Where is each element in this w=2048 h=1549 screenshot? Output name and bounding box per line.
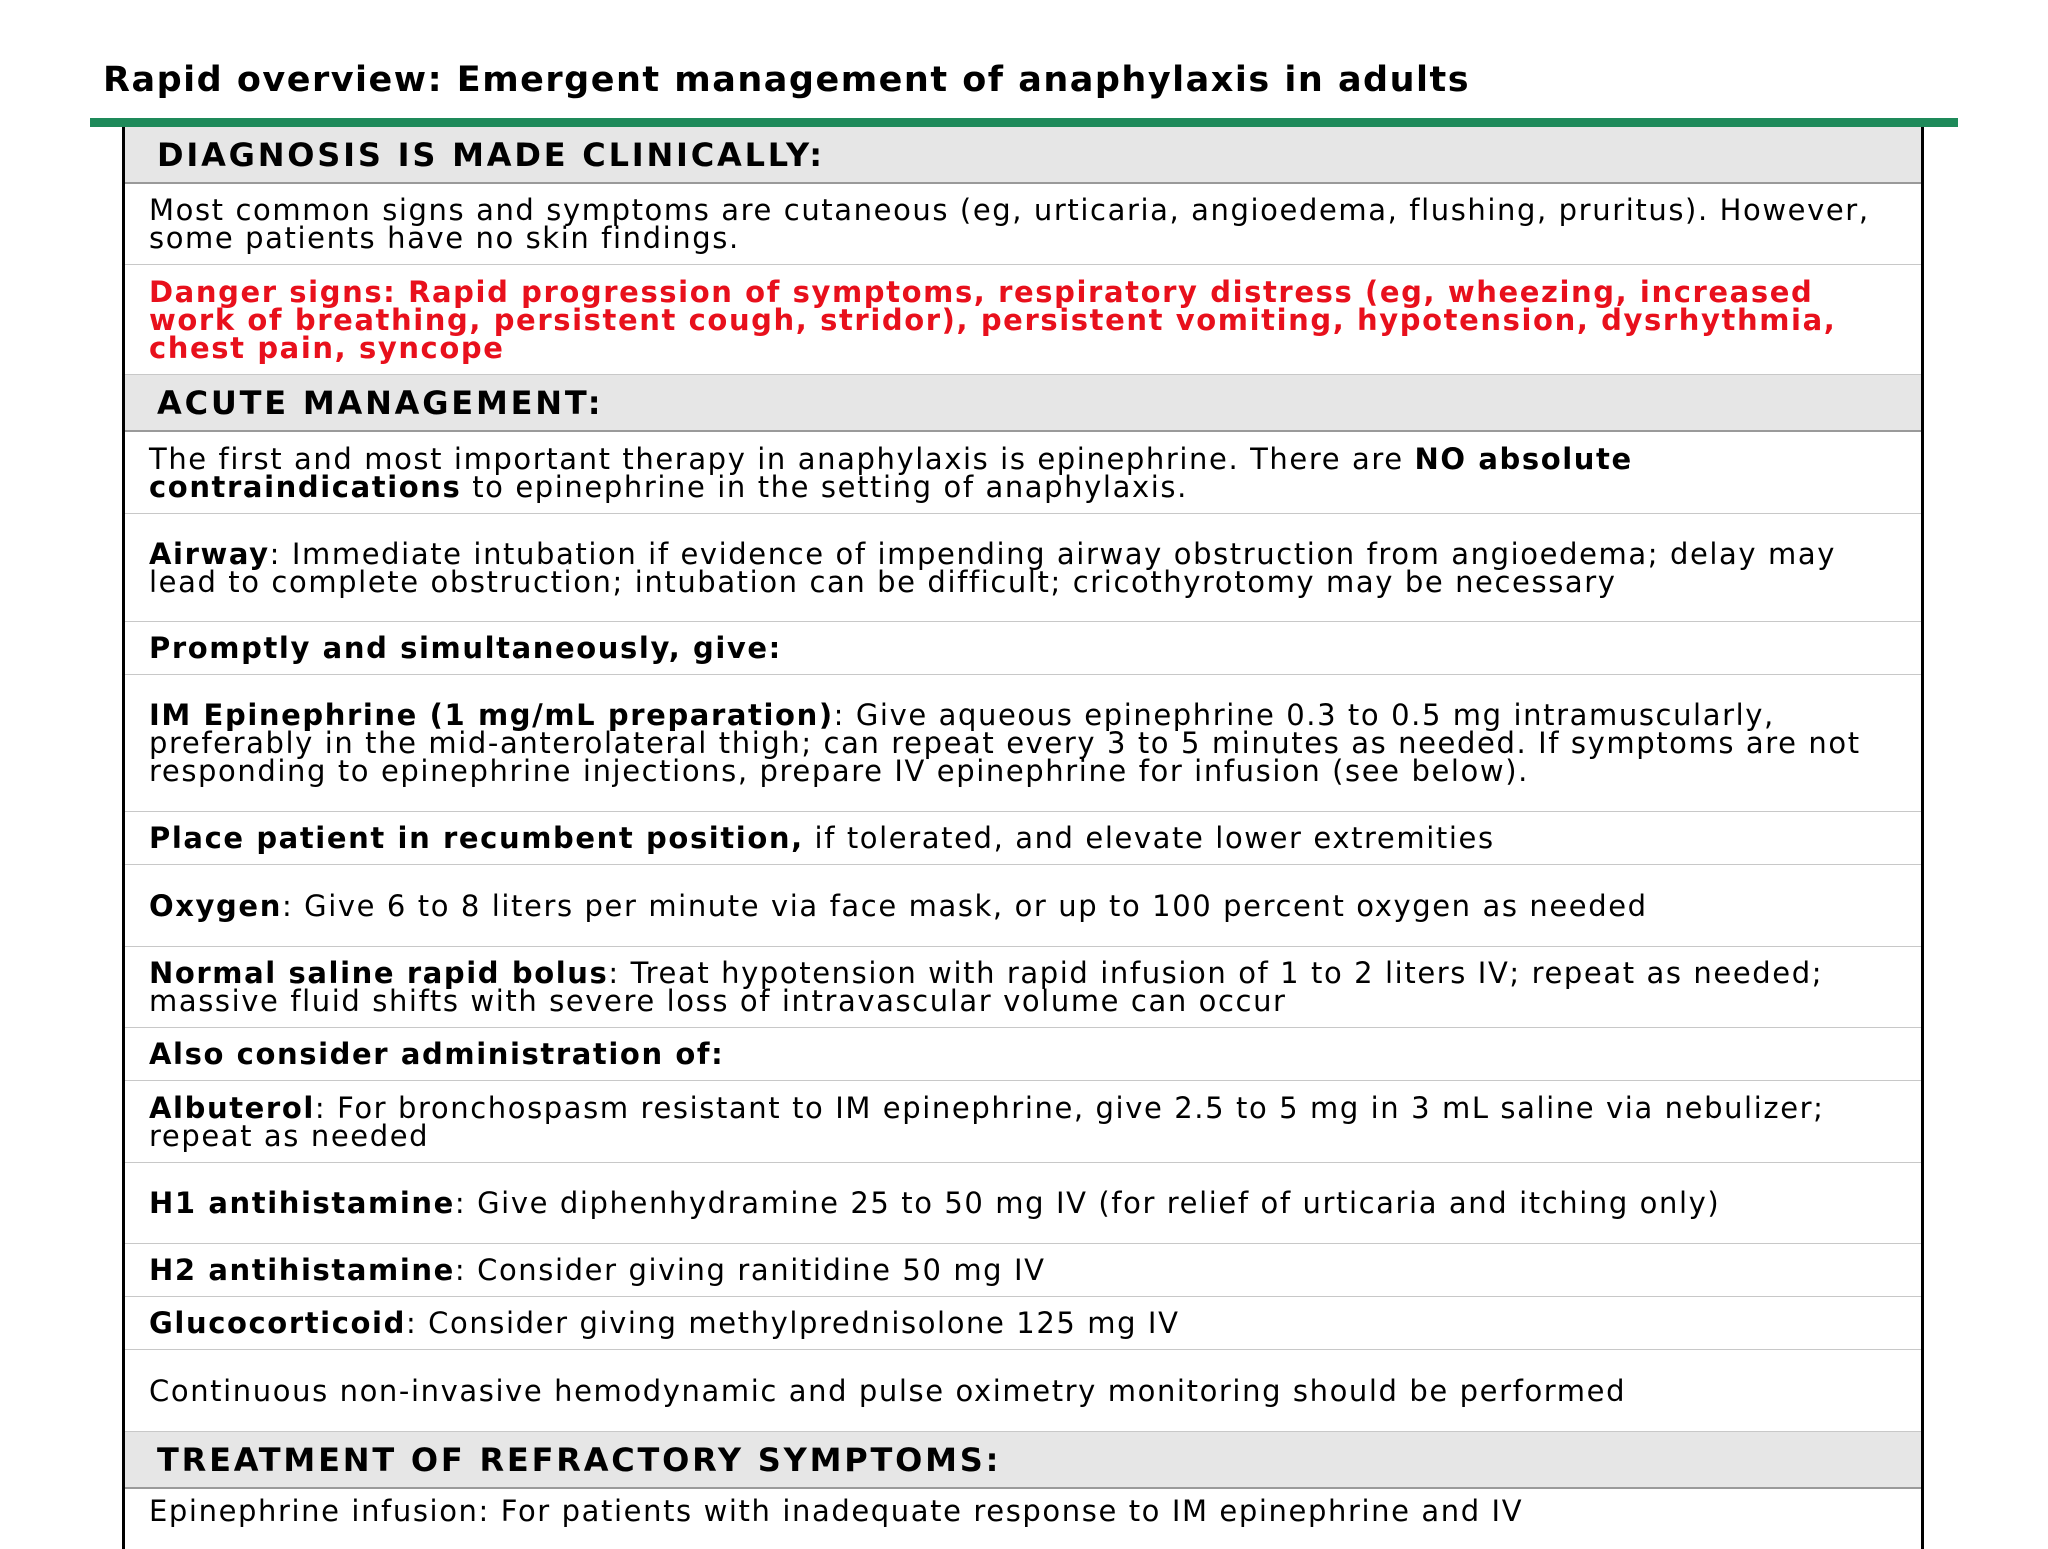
also-consider xyxy=(125,1028,1921,1081)
text-part: if tolerated, and elevate lower extremities xyxy=(803,821,1495,855)
section-header-text: ACUTE MANAGEMENT: xyxy=(157,383,604,422)
epinephrine-infusion xyxy=(125,1489,1921,1549)
cell-text xyxy=(149,1306,1899,1340)
title-rule xyxy=(90,118,1958,127)
cell-text xyxy=(149,956,1899,1018)
text-part: : Consider giving ranitidine 50 mg IV xyxy=(454,1253,1046,1287)
text-part: : Consider giving methylprednisolone 125 mg IV xyxy=(405,1306,1180,1340)
cell-text xyxy=(149,821,1899,855)
text-part: : Give diphenhydramine 25 to 50 mg IV (for relief of urticaria and itching only) xyxy=(454,1186,1721,1220)
label-bold: Albuterol xyxy=(149,1090,315,1125)
first-therapy xyxy=(125,432,1921,514)
normal-saline xyxy=(125,947,1921,1028)
label-bold: Promptly and simultaneously, give: xyxy=(149,631,782,665)
text-part: : For bronchospasm resistant to IM epinephrine, give 2.5 to 5 mg in 3 mL saline via nebulizer; repeat as needed xyxy=(149,1090,1825,1153)
albuterol xyxy=(125,1081,1921,1163)
page-title: Rapid overview: Emergent management of anaphylaxis in adults xyxy=(103,60,1471,100)
cell-text xyxy=(149,536,1899,599)
airway xyxy=(125,514,1921,622)
glucocorticoid xyxy=(125,1297,1921,1350)
section-header-acute xyxy=(125,375,1921,432)
section-header-text: DIAGNOSIS IS MADE CLINICALLY: xyxy=(157,135,825,174)
cell-text xyxy=(149,698,1899,788)
cell-text: Continuous non-invasive hemodynamic and pulse oximetry monitoring should be performed xyxy=(149,1373,1627,1408)
cell-text: Epinephrine infusion: For patients with inadequate response to IM epinephrine and IV xyxy=(149,1494,1524,1528)
overview-table xyxy=(122,127,1924,1549)
label-bold: Airway xyxy=(149,536,270,571)
cell-text xyxy=(149,1253,1899,1287)
section-header-refractory xyxy=(125,1432,1921,1489)
label-bold: Normal saline rapid bolus xyxy=(149,956,609,990)
danger-signs xyxy=(125,265,1921,375)
recumbent-position xyxy=(125,812,1921,865)
label-bold: Place patient in recumbent position, xyxy=(149,821,804,855)
cell-text xyxy=(149,1186,1899,1220)
diagnosis-common-signs xyxy=(125,184,1921,265)
cell-text xyxy=(149,1090,1899,1153)
label-bold: Oxygen xyxy=(149,888,282,923)
h1-antihistamine xyxy=(125,1163,1921,1244)
text-part: to epinephrine in the setting of anaphylaxis. xyxy=(461,469,1188,504)
cell-text: Most common signs and symptoms are cutaneous (eg, urticaria, angioedema, flushing, pruritus). However, some patients have no skin findings. xyxy=(149,193,1870,255)
text-part: : Treat hypotension with rapid infusion of 1 to 2 liters IV; repeat as needed; massive fluid shifts with severe loss of intravascular volume can occur xyxy=(149,956,1824,1018)
cell-text xyxy=(149,631,1899,665)
section-header-text: TREATMENT OF REFRACTORY SYMPTOMS: xyxy=(157,1440,1002,1479)
label-bold: H2 antihistamine xyxy=(149,1253,455,1287)
im-epinephrine xyxy=(125,675,1921,812)
label-bold: IM Epinephrine (1 mg/mL preparation) xyxy=(149,698,834,732)
text-bold: NO absolute contraindications xyxy=(149,441,1633,504)
cell-text xyxy=(149,888,1899,923)
promptly-give xyxy=(125,622,1921,675)
text-part: The first and most important therapy in anaphylaxis is epinephrine. There are xyxy=(149,441,1415,476)
label-bold: Also consider administration of: xyxy=(149,1037,725,1071)
section-header-diagnosis xyxy=(125,127,1921,184)
h2-antihistamine xyxy=(125,1244,1921,1297)
cell-text xyxy=(149,441,1899,504)
oxygen xyxy=(125,865,1921,947)
text-part: : Immediate intubation if evidence of impending airway obstruction from angioedema; delay may lead to complete obstruction; intubation can be difficult; cricothyrotomy may be necessary xyxy=(149,536,1836,599)
text-part: : Give aqueous epinephrine 0.3 to 0.5 mg intramuscularly, preferably in the mid-anterolateral thigh; can repeat every 3 to 5 minutes as needed. If symptoms are not responding to epinephrine injections, prepare IV epinephrine for infusion (see below). xyxy=(149,698,1861,788)
label-bold: Glucocorticoid xyxy=(149,1306,406,1340)
text-part: : Give 6 to 8 liters per minute via face mask, or up to 100 percent oxygen as needed xyxy=(281,888,1648,923)
cell-text xyxy=(149,1037,1899,1071)
danger-signs-text: Danger signs: Rapid progression of symptoms, respiratory distress (eg, wheezing, increased work of breathing, persistent cough, stridor), persistent vomiting, hypotension, dysrhythmia, chest pain, syncope xyxy=(149,274,1837,365)
label-bold: H1 antihistamine xyxy=(149,1186,455,1220)
monitoring xyxy=(125,1350,1921,1432)
